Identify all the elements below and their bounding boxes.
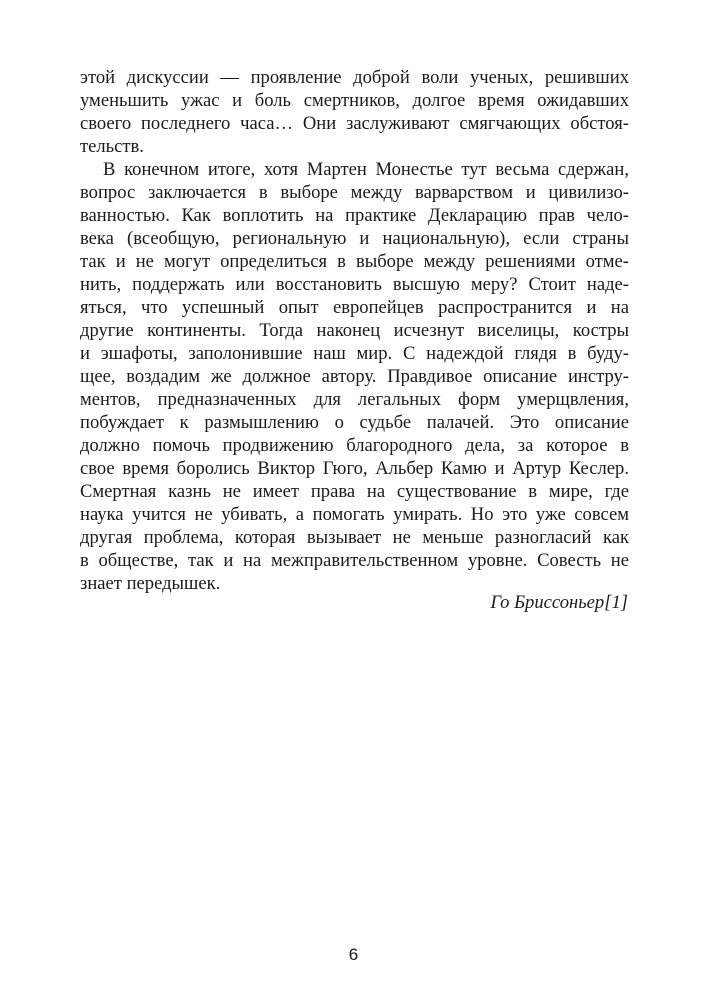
text-line: своего последнего часа… Они заслуживают смягчающих обстоя- (80, 113, 629, 134)
text-line: должно помочь продвижению благородного дела, за которое в (80, 435, 629, 456)
body-text (80, 66, 629, 595)
text-line: нить, поддержать или восстановить высшую меру? Стоит наде- (80, 274, 629, 295)
text-line: и эшафоты, заполонившие наш мир. С надеждой глядя в буду- (80, 343, 629, 364)
text-line: Смертная казнь не имеет права на существование в мире, где (80, 481, 629, 502)
paragraph-2 (80, 158, 629, 595)
text-line: века (всеобщую, региональную и национальную), если страны (80, 228, 629, 249)
text-line: знает передышек. (80, 573, 221, 594)
text-line: свое время боролись Виктор Гюго, Альбер Камю и Артур Кеслер. (80, 458, 629, 479)
text-line: в обществе, так и на межправительственном уровне. Совесть не (80, 550, 629, 571)
text-line: В конечном итоге, хотя Мартен Монестье тут весьма сдержан, (103, 159, 629, 180)
text-line: щее, воздадим же должное автору. Правдивое описание инстру- (80, 366, 629, 387)
author-signature: Го Бриссоньер[1] (490, 592, 628, 613)
text-line: уменьшить ужас и боль смертников, долгое время ожидавших (80, 90, 629, 111)
text-line: так и не могут определиться в выборе между решениями отме- (80, 251, 629, 272)
text-line: ванностью. Как воплотить на практике Декларацию прав чело- (80, 205, 629, 226)
paragraph-1 (80, 66, 629, 158)
text-line: тельств. (80, 136, 144, 157)
text-line: вопрос заключается в выборе между варварством и цивилизо- (80, 182, 629, 203)
text-line: другие континенты. Тогда наконец исчезнут виселицы, костры (80, 320, 629, 341)
text-line: побуждает к размышлению о судьбе палачей. Это описание (80, 412, 629, 433)
text-line: ментов, предназначенных для легальных форм умерщвления, (80, 389, 629, 410)
text-line: этой дискуссии — проявление доброй воли ученых, решивших (80, 67, 629, 88)
page-number: 6 (348, 945, 359, 964)
text-line: яться, что успешный опыт европейцев распространится и на (80, 297, 629, 318)
text-line: другая проблема, которая вызывает не меньше разногласий как (80, 527, 629, 548)
text-line: наука учится не убивать, а помогать умирать. Но это уже совсем (80, 504, 629, 525)
